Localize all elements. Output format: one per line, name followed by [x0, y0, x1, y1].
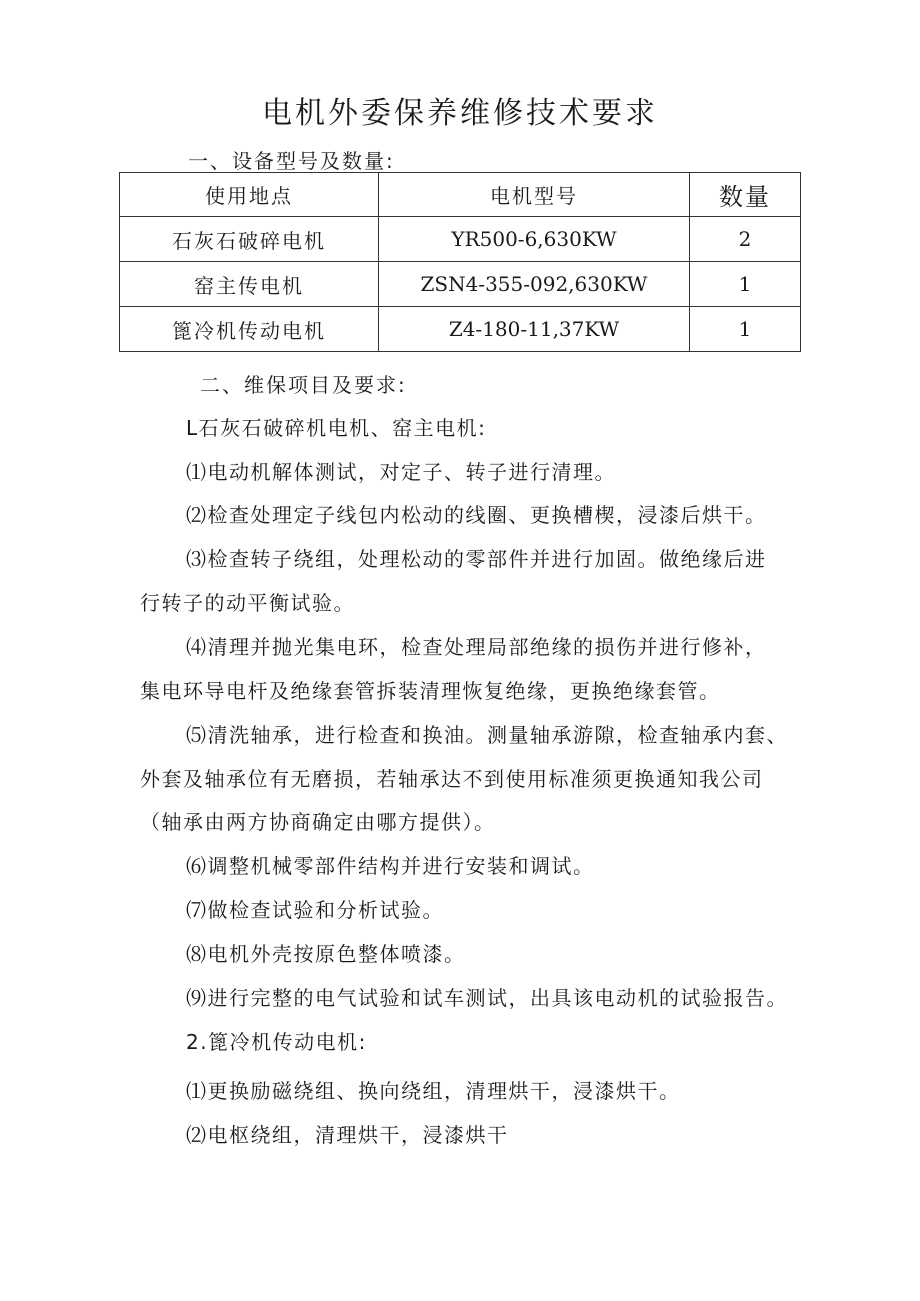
list-item-continuation: 行转子的动平衡试验。	[140, 591, 355, 615]
list-item: ⑷清理并抛光集电环，检查处理局部绝缘的损伤并进行修补，	[186, 635, 767, 659]
header-model: 电机型号	[379, 173, 690, 217]
list-item-continuation: 集电环导电杆及绝缘套管拆装清理恢复绝缘，更换绝缘套管。	[140, 679, 721, 703]
list-item: ⑵检查处理定子线包内松动的线圈、更换槽楔，浸漆后烘干。	[186, 503, 767, 527]
table-row	[120, 217, 801, 262]
cell-location: 篦冷机传动电机	[120, 307, 379, 352]
list-item: ⑼进行完整的电气试验和试车测试，出具该电动机的试验报告。	[186, 986, 788, 1010]
cell-quantity: 1	[690, 307, 801, 352]
section-heading-equipment: 一、设备型号及数量:	[188, 149, 395, 173]
list-item: ⑻电机外壳按原色整体喷漆。	[186, 942, 466, 966]
cell-location: 窑主传电机	[120, 262, 379, 307]
cell-quantity: 1	[690, 262, 801, 307]
cell-quantity: 2	[690, 217, 801, 262]
subheading-crusher-kiln: L石灰石破碎机电机、窑主电机:	[186, 416, 487, 440]
subheading-cooler-motor: 2.篦冷机传动电机:	[186, 1030, 367, 1054]
list-item: ⑴更换励磁绕组、换向绕组，清理烘干，浸漆烘干。	[186, 1079, 681, 1103]
list-item: ⑺做检查试验和分析试验。	[186, 898, 444, 922]
cell-model: Z4-180-11,37KW	[379, 307, 690, 352]
list-item: ⑶检查转子绕组，处理松动的零部件并进行加固。做绝缘后进	[186, 547, 767, 571]
document-title: 电机外委保养维修技术要求	[262, 96, 658, 131]
cell-location: 石灰石破碎电机	[120, 217, 379, 262]
table-row	[120, 307, 801, 352]
equipment-table	[119, 172, 801, 352]
cell-model: YR500-6,630KW	[379, 217, 690, 262]
list-item: ⑵电枢绕组，清理烘干，浸漆烘干	[186, 1123, 509, 1147]
list-item-continuation: （轴承由两方协商确定由哪方提供）。	[140, 810, 496, 834]
table-header-row	[120, 173, 801, 217]
cell-model: ZSN4-355-092,630KW	[379, 262, 690, 307]
header-location: 使用地点	[120, 173, 379, 217]
table-row	[120, 262, 801, 307]
list-item: ⑹调整机械零部件结构并进行安装和调试。	[186, 854, 595, 878]
list-item: ⑴电动机解体测试，对定子、转子进行清理。	[186, 460, 616, 484]
list-item-continuation: 外套及轴承位有无磨损，若轴承达不到使用标准须更换通知我公司	[140, 767, 764, 791]
header-quantity: 数量	[690, 173, 801, 217]
list-item: ⑸清洗轴承，进行检查和换油。测量轴承游隙，检查轴承内套、	[186, 723, 788, 747]
section-heading-maintenance: 二、维保项目及要求:	[200, 373, 407, 397]
